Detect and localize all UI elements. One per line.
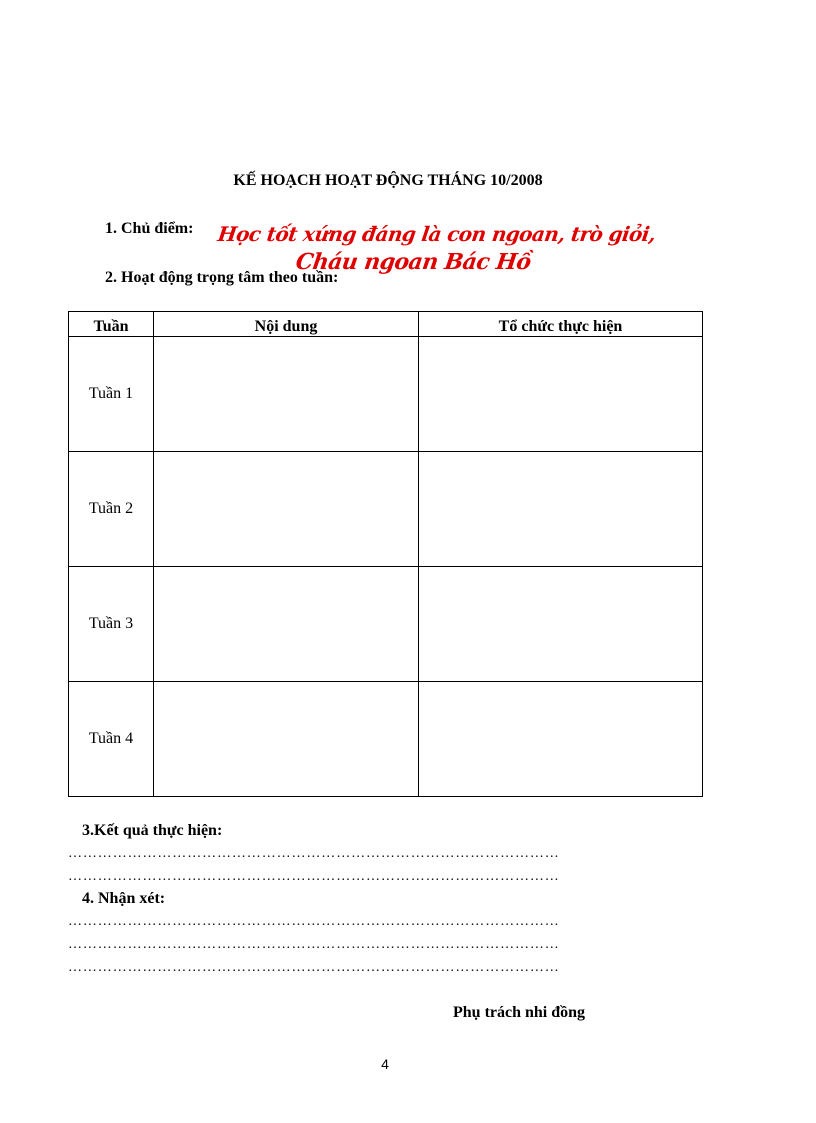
results-dotted-line[interactable]: ……………………………………………………………………………………… xyxy=(68,869,560,884)
page-title: KẾ HOẠCH HOẠT ĐỘNG THÁNG 10/2008 xyxy=(233,172,543,189)
content-cell[interactable] xyxy=(154,452,419,567)
weekly-plan-table xyxy=(68,311,703,797)
content-cell[interactable] xyxy=(154,682,419,797)
remarks-label: 4. Nhận xét: xyxy=(82,890,166,907)
implementation-cell[interactable] xyxy=(419,567,703,682)
signature-label: Phụ trách nhi đồng xyxy=(453,1004,586,1021)
header-implementation: Tổ chức thực hiện xyxy=(419,312,703,337)
table-row xyxy=(69,567,703,682)
header-content: Nội dung xyxy=(154,312,419,337)
content-cell[interactable] xyxy=(154,567,419,682)
theme-label: 1. Chủ điểm: xyxy=(105,220,194,237)
table-header-row xyxy=(69,312,703,337)
remarks-dotted-line[interactable]: ……………………………………………………………………………………… xyxy=(68,937,560,952)
table-row xyxy=(69,452,703,567)
remarks-dotted-line[interactable]: ……………………………………………………………………………………… xyxy=(68,914,560,929)
handwritten-theme-line-2: Cháu ngoan Bác Hồ xyxy=(294,249,533,275)
implementation-cell[interactable] xyxy=(419,337,703,452)
remarks-dotted-line[interactable]: ……………………………………………………………………………………… xyxy=(68,960,560,975)
implementation-cell[interactable] xyxy=(419,682,703,797)
results-dotted-line[interactable]: ……………………………………………………………………………………… xyxy=(68,846,560,861)
implementation-cell[interactable] xyxy=(419,452,703,567)
table-row xyxy=(69,682,703,797)
week-cell: Tuần 1 xyxy=(69,337,154,452)
table-row xyxy=(69,337,703,452)
week-cell: Tuần 3 xyxy=(69,567,154,682)
header-week: Tuần xyxy=(69,312,154,337)
weekly-activities-label: 2. Hoạt động trọng tâm theo tuần: xyxy=(105,269,339,286)
content-cell[interactable] xyxy=(154,337,419,452)
week-cell: Tuần 4 xyxy=(69,682,154,797)
week-cell: Tuần 2 xyxy=(69,452,154,567)
handwritten-theme-line-1: Học tốt xứng đáng là con ngoan, trò giỏi, xyxy=(216,222,658,246)
results-label: 3.Kết quả thực hiện: xyxy=(82,822,223,839)
page-number: 4 xyxy=(381,1056,389,1072)
